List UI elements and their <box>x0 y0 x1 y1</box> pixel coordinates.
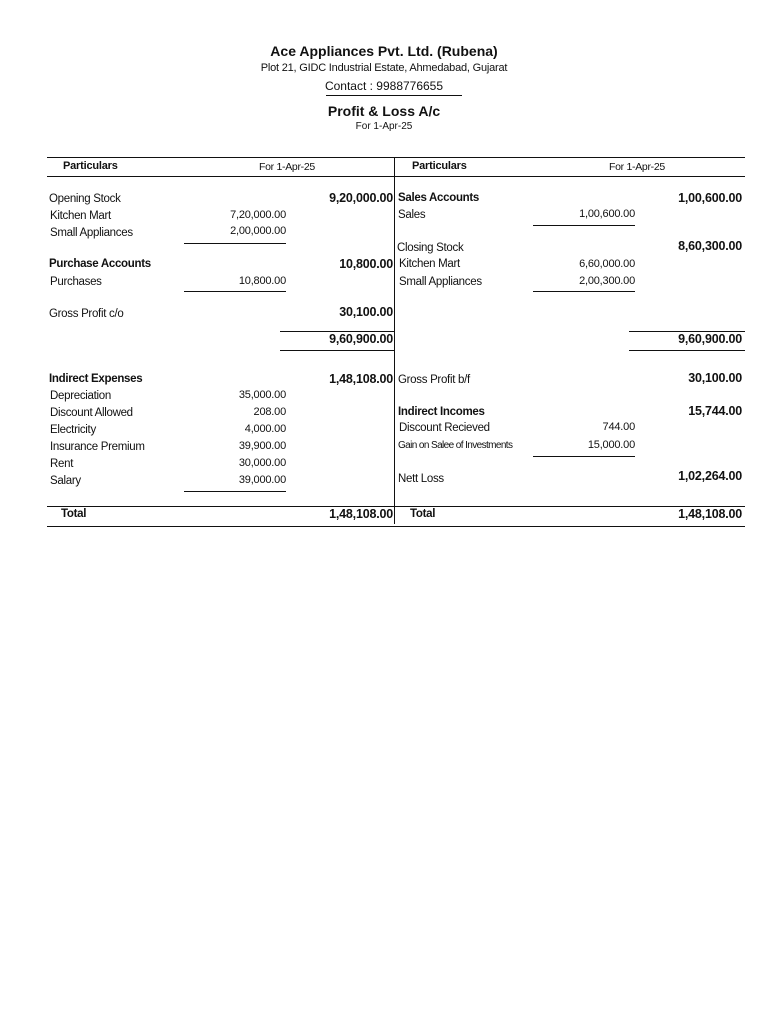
table-header-rule <box>47 176 745 177</box>
nett-loss-label: Nett Loss <box>398 473 444 485</box>
sales-accounts-label: Sales Accounts <box>398 192 480 204</box>
list-item-amount: 15,000.00 <box>587 439 635 451</box>
left-trading-total: 9,60,900.00 <box>329 332 393 346</box>
list-item-label: Insurance Premium <box>50 441 145 453</box>
right-total-amount: 1,48,108.00 <box>678 507 742 521</box>
list-item-label: Salary <box>50 475 81 487</box>
table-center-divider <box>394 157 395 524</box>
subtotal-rule <box>533 225 635 226</box>
gross-profit-bf-label: Gross Profit b/f <box>398 374 470 386</box>
opening-stock-total: 9,20,000.00 <box>329 191 393 205</box>
sales-accounts-total: 1,00,600.00 <box>678 191 742 205</box>
subtotal-rule <box>184 291 286 292</box>
list-item-label: Depreciation <box>50 390 111 402</box>
list-item-label: Discount Recieved <box>399 422 490 434</box>
list-item-label: Electricity <box>50 424 96 436</box>
list-item-label: Kitchen Mart <box>50 210 111 222</box>
list-item-amount: 7,20,000.00 <box>230 209 286 221</box>
left-total-label: Total <box>61 508 87 520</box>
opening-stock-label: Opening Stock <box>49 193 121 205</box>
right-period-header: For 1-Apr-25 <box>609 161 665 173</box>
list-item-amount: 39,900.00 <box>238 440 286 452</box>
right-trading-total: 9,60,900.00 <box>678 332 742 346</box>
list-item-label: Purchases <box>50 276 102 288</box>
table-bottom-rule <box>47 526 745 527</box>
subtotal-rule <box>533 456 635 457</box>
list-item-label: Small Appliances <box>50 227 133 239</box>
subtotal-rule <box>184 243 286 244</box>
purchase-accounts-label: Purchase Accounts <box>49 258 151 270</box>
left-period-header: For 1-Apr-25 <box>259 161 315 173</box>
gross-profit-co-amount: 30,100.00 <box>339 305 393 319</box>
closing-stock-label: Closing Stock <box>397 242 464 254</box>
indirect-incomes-total: 15,744.00 <box>688 404 742 418</box>
list-item-label: Rent <box>50 458 74 470</box>
indirect-expenses-label: Indirect Expenses <box>49 373 143 385</box>
list-item-label: Gain on Salee of Investments <box>398 440 513 451</box>
indirect-expenses-total: 1,48,108.00 <box>329 372 393 386</box>
list-item-amount: 35,000.00 <box>238 389 286 401</box>
list-item-amount: 4,000.00 <box>244 423 286 435</box>
list-item-label: Kitchen Mart <box>399 258 460 270</box>
list-item-amount: 6,60,000.00 <box>579 258 635 270</box>
purchase-accounts-total: 10,800.00 <box>339 257 393 271</box>
list-item-label: Small Appliances <box>399 276 482 288</box>
right-total-label: Total <box>410 508 436 520</box>
trading-total-bottom-rule <box>280 350 394 351</box>
report-title: Profit & Loss A/c <box>327 103 441 119</box>
company-address: Plot 21, GIDC Industrial Estate, Ahmedabad, Gujarat <box>260 62 508 74</box>
subtotal-rule <box>533 291 635 292</box>
gross-profit-co-label: Gross Profit c/o <box>49 308 124 320</box>
right-particulars-header: Particulars <box>412 160 467 172</box>
trading-total-bottom-rule <box>629 350 745 351</box>
list-item-amount: 30,000.00 <box>238 457 286 469</box>
left-total-amount: 1,48,108.00 <box>329 507 393 521</box>
list-item-amount: 1,00,600.00 <box>579 208 635 220</box>
closing-stock-total: 8,60,300.00 <box>678 239 742 253</box>
list-item-amount: 2,00,000.00 <box>230 225 286 237</box>
subtotal-rule <box>184 491 286 492</box>
company-contact: Contact : 9988776655 <box>324 79 444 93</box>
indirect-incomes-label: Indirect Incomes <box>398 406 485 418</box>
report-period: For 1-Apr-25 <box>355 121 413 132</box>
company-name: Ace Appliances Pvt. Ltd. (Rubena) <box>270 43 498 59</box>
contact-underline <box>326 95 462 96</box>
table-top-rule <box>47 157 745 158</box>
nett-loss-amount: 1,02,264.00 <box>678 469 742 483</box>
left-particulars-header: Particulars <box>63 160 118 172</box>
list-item-amount: 39,000.00 <box>238 474 286 486</box>
list-item-amount: 208.00 <box>253 406 286 418</box>
list-item-amount: 744.00 <box>602 421 635 433</box>
list-item-label: Sales <box>398 209 426 221</box>
list-item-amount: 2,00,300.00 <box>579 275 635 287</box>
list-item-label: Discount Allowed <box>50 407 133 419</box>
gross-profit-bf-amount: 30,100.00 <box>688 371 742 385</box>
list-item-amount: 10,800.00 <box>238 275 286 287</box>
